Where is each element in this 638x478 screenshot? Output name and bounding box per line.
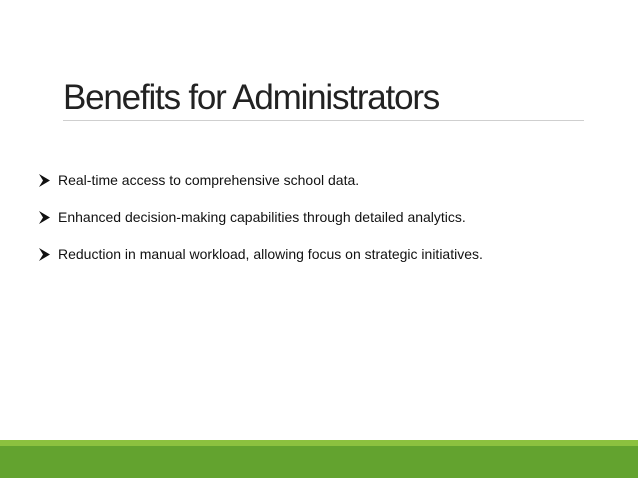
bullet-text: Real-time access to comprehensive school data.	[58, 172, 360, 188]
footer-band	[0, 446, 638, 478]
bullet-text: Enhanced decision-making capabilities through detailed analytics.	[58, 209, 466, 225]
slide-title: Benefits for Administrators	[63, 78, 440, 117]
bullet-item	[37, 205, 483, 229]
title-divider	[63, 120, 584, 121]
arrow-bullet-icon	[37, 210, 52, 225]
bullet-list	[37, 168, 483, 279]
bullet-item	[37, 168, 483, 192]
bullet-text: Reduction in manual workload, allowing focus on strategic initiatives.	[58, 246, 483, 262]
arrow-bullet-icon	[37, 247, 52, 262]
bullet-item	[37, 242, 483, 266]
arrow-bullet-icon	[37, 173, 52, 188]
